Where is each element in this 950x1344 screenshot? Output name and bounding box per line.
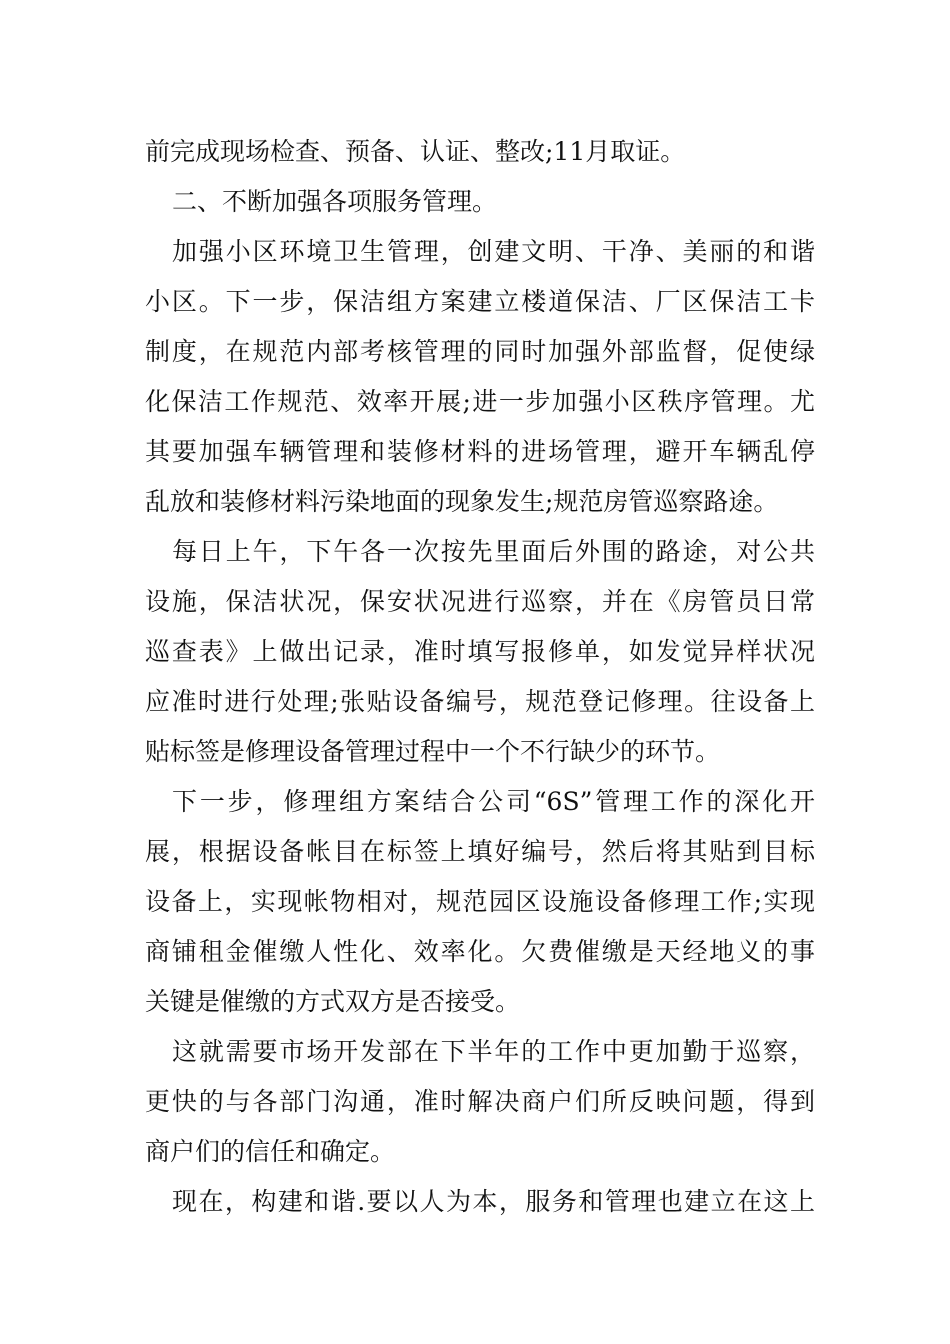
text-line: 展，根据设备帐目在标签上填好编号，然后将其贴到目标 [145,837,815,866]
text-line: 商户们的信任和确定。 [145,1137,396,1166]
text-line: 现在，构建和谐.要以人为本，服务和管理也建立在这上 [172,1187,815,1216]
text-line: 巡查表》上做出记录，准时填写报修单，如发觉异样状况 [145,637,815,666]
text-line: 贴标签是修理设备管理过程中一个不行缺少的环节。 [145,737,721,766]
text-line: 化保洁工作规范、效率开展;进一步加强小区秩序管理。尤 [145,387,815,416]
text-line: 每日上午，下午各一次按先里面后外围的路途，对公共 [172,537,815,566]
text-line: 乱放和装修材料污染地面的现象发生;规范房管巡察路途。 [145,487,779,516]
text-line: 关键是催缴的方式双方是否接受。 [145,987,521,1016]
text-line: 前完成现场检查、预备、认证、整改;11月取证。 [145,137,686,166]
text-line: 应准时进行处理;张贴设备编号，规范登记修理。往设备上 [145,687,815,716]
text-line: 加强小区环境卫生管理，创建文明、干净、美丽的和谐 [172,237,815,266]
section-heading: 二、不断加强各项服务管理。 [172,187,498,216]
text-line: 更快的与各部门沟通，准时解决商户们所反映问题，得到 [145,1087,815,1116]
text-line: 下一步，修理组方案结合公司“6S”管理工作的深化开 [172,787,815,816]
text-line: 小区。下一步，保洁组方案建立楼道保洁、厂区保洁工卡 [145,287,815,316]
text-line: 设施，保洁状况，保安状况进行巡察，并在《房管员日常 [145,587,815,616]
text-line: 这就需要市场开发部在下半年的工作中更加勤于巡察， [172,1037,815,1066]
text-line: 制度，在规范内部考核管理的同时加强外部监督，促使绿 [145,337,815,366]
text-line: 设备上，实现帐物相对，规范园区设施设备修理工作;实现 [145,887,815,916]
text-line: 商铺租金催缴人性化、效率化。欠费催缴是天经地义的事 [145,937,815,966]
text-line: 其要加强车辆管理和装修材料的进场管理，避开车辆乱停 [145,437,815,466]
